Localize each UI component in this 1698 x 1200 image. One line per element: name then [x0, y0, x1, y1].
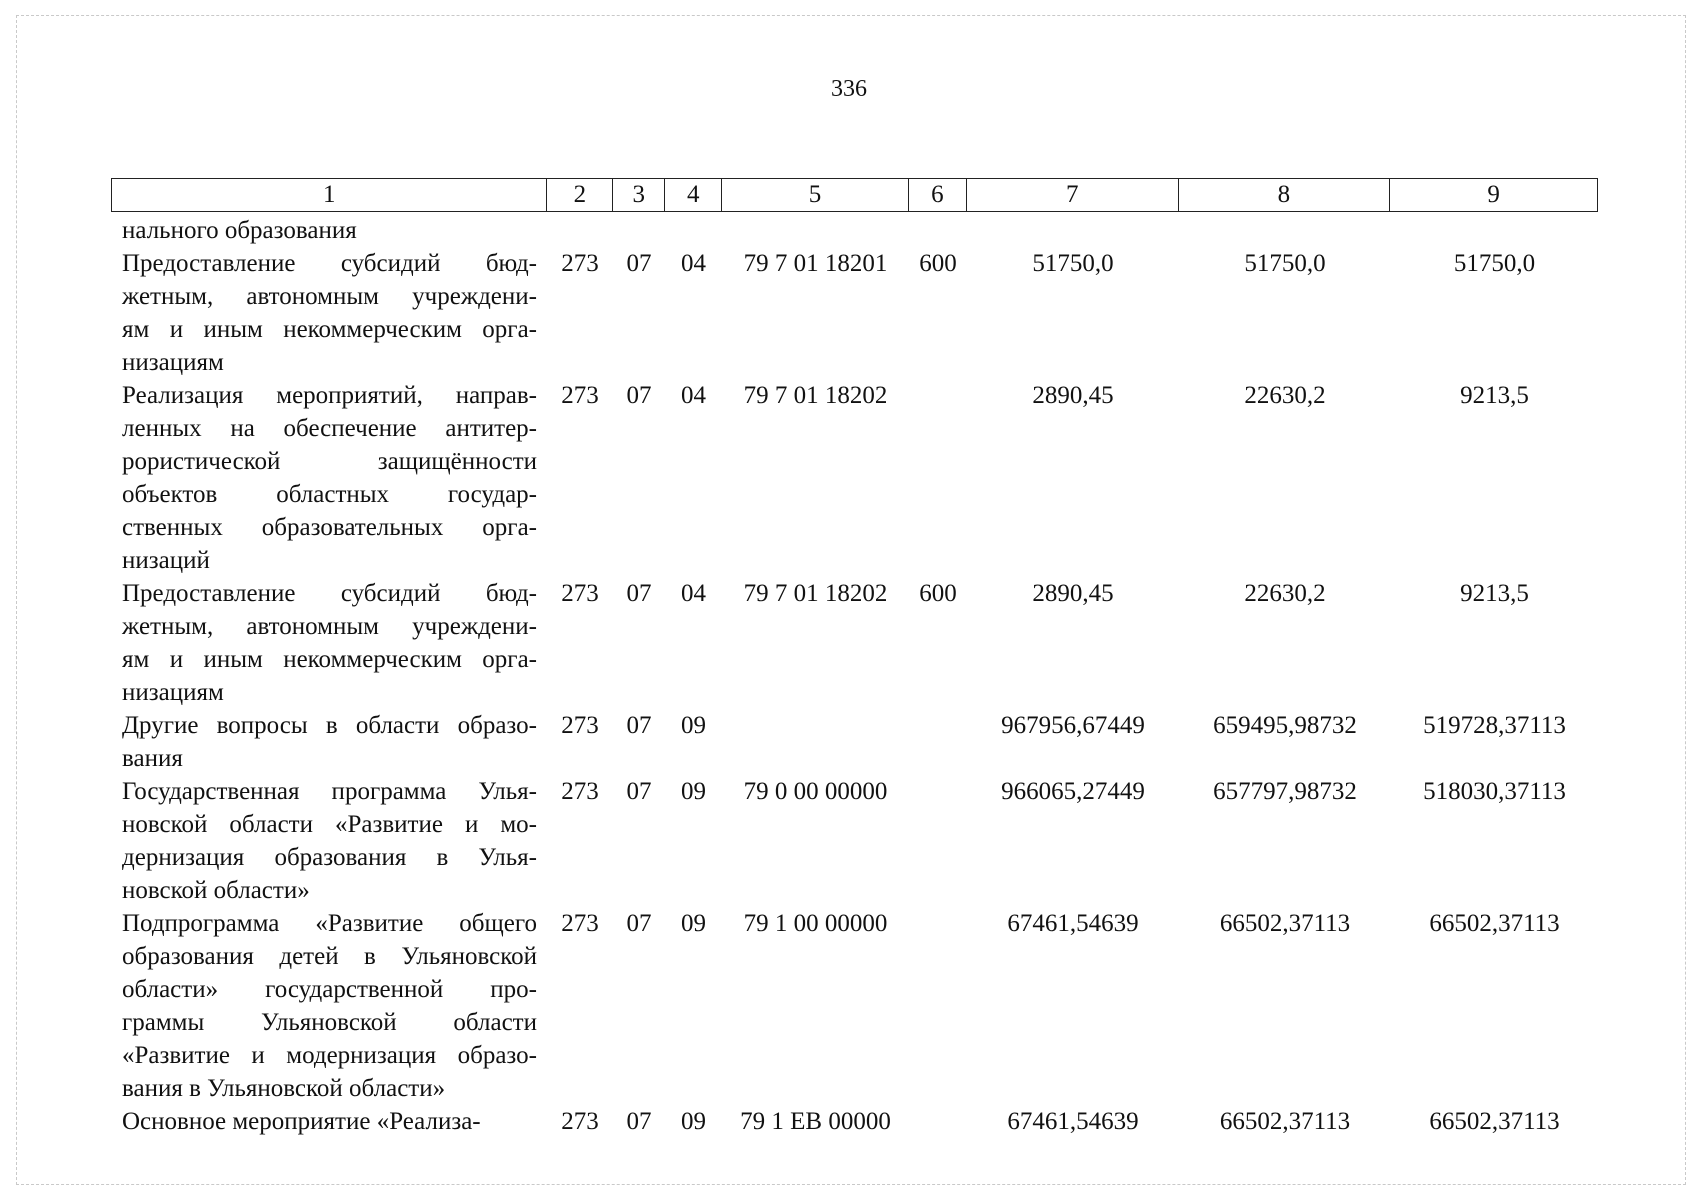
cell-col-3	[613, 214, 665, 247]
description-line: Реализация мероприятий, направ-	[122, 382, 537, 409]
header-col-5: 5	[722, 179, 909, 211]
cell-col-5: 79 1 00 00000	[743, 910, 888, 937]
cell-col-8: 657797,98732	[1213, 778, 1357, 805]
cell-col-4	[665, 214, 722, 247]
description-line: Другие вопросы в области образо-	[122, 712, 537, 739]
cell-col-8: 66502,37113	[1219, 910, 1351, 937]
table-row	[111, 1105, 1598, 1138]
cell-col-7: 2890,45	[1032, 580, 1114, 607]
cell-col-7	[967, 214, 1179, 247]
header-col-6: 6	[909, 179, 967, 211]
cell-col-4: 04	[681, 580, 706, 607]
cell-col-6: 600	[919, 250, 957, 277]
page-number: 336	[831, 76, 867, 102]
table-row	[111, 907, 1598, 1105]
cell-col-2: 273	[561, 580, 599, 607]
cell-col-4: 09	[681, 1108, 706, 1135]
row-description	[111, 709, 547, 775]
description-line: новской области «Развитие и мо-	[122, 811, 537, 838]
cell-col-8: 51750,0	[1244, 250, 1326, 277]
table-row	[111, 709, 1598, 775]
cell-col-2: 273	[561, 1108, 599, 1135]
cell-col-5	[722, 214, 909, 247]
cell-col-3: 07	[626, 778, 652, 805]
description-line: новской области»	[122, 877, 310, 904]
table-row	[111, 379, 1598, 577]
cell-col-5: 79 7 01 18201	[743, 250, 888, 277]
row-description	[111, 1105, 547, 1138]
description-line: «Развитие и модернизация образо-	[122, 1042, 537, 1069]
row-description	[111, 379, 547, 577]
cell-col-2: 273	[561, 250, 599, 277]
cell-col-3: 07	[626, 910, 652, 937]
cell-col-7: 51750,0	[1032, 250, 1114, 277]
cell-col-6	[909, 709, 967, 775]
description-line: области» государственной про-	[122, 976, 537, 1003]
description-line: жетным, автономным учреждени-	[122, 283, 537, 310]
table-row	[111, 247, 1598, 379]
cell-col-4: 04	[681, 250, 706, 277]
cell-col-7: 967956,67449	[1001, 712, 1145, 739]
cell-col-6	[909, 1105, 967, 1138]
row-description	[111, 775, 547, 907]
description-line: низациям	[122, 679, 224, 706]
description-line: Основное мероприятие «Реализа-	[122, 1108, 481, 1135]
cell-col-3: 07	[626, 382, 652, 409]
cell-col-3: 07	[626, 1108, 652, 1135]
header-col-4: 4	[665, 179, 722, 211]
cell-col-6	[909, 379, 967, 577]
description-line: низациям	[122, 349, 224, 376]
row-description	[111, 577, 547, 709]
cell-col-8: 22630,2	[1244, 580, 1326, 607]
header-col-1: 1	[112, 179, 547, 211]
description-line: вания	[122, 745, 183, 772]
cell-col-2	[547, 214, 613, 247]
header-col-7: 7	[967, 179, 1179, 211]
description-line: Подпрограмма «Развитие общего	[122, 910, 537, 937]
table-header	[111, 178, 1598, 212]
header-col-2: 2	[547, 179, 613, 211]
description-line: жетным, автономным учреждени-	[122, 613, 537, 640]
cell-col-3: 07	[626, 580, 652, 607]
description-line: ям и иным некоммерческим орга-	[122, 316, 537, 343]
cell-col-3: 07	[626, 250, 652, 277]
description-line: Предоставление субсидий бюд-	[122, 580, 537, 607]
cell-col-9: 9213,5	[1460, 382, 1529, 409]
description-line: ленных на обеспечение антитер-	[122, 415, 537, 442]
table-row	[111, 577, 1598, 709]
description-line: ям и иным некоммерческим орга-	[122, 646, 537, 673]
cell-col-9: 66502,37113	[1429, 910, 1560, 937]
cell-col-8	[1179, 214, 1391, 247]
cell-col-4: 04	[681, 382, 706, 409]
description-line: Государственная программа Улья-	[122, 778, 537, 805]
description-line: рористической защищённости	[122, 448, 537, 475]
cell-col-6	[909, 907, 967, 1105]
description-line: образования детей в Ульяновской	[122, 943, 537, 970]
cell-col-6	[909, 775, 967, 907]
header-col-8: 8	[1179, 179, 1391, 211]
description-line: граммы Ульяновской области	[122, 1009, 537, 1036]
cell-col-5: 79 0 00 00000	[743, 778, 888, 805]
cell-col-7: 2890,45	[1032, 382, 1114, 409]
description-line: Предоставление субсидий бюд-	[122, 250, 537, 277]
header-col-3: 3	[613, 179, 665, 211]
row-description	[111, 247, 547, 379]
row-description	[111, 214, 547, 247]
cell-col-4: 09	[681, 910, 706, 937]
cell-col-4: 09	[681, 778, 706, 805]
cell-col-2: 273	[561, 910, 599, 937]
cell-col-8: 66502,37113	[1219, 1108, 1351, 1135]
header-col-9: 9	[1487, 181, 1500, 208]
cell-col-7: 67461,54639	[1007, 910, 1139, 937]
description-line: вания в Ульяновской области»	[122, 1075, 446, 1102]
cell-col-9: 519728,37113	[1423, 712, 1566, 739]
description-line: объектов областных государ-	[122, 481, 537, 508]
description-line: дернизация образования в Улья-	[122, 844, 537, 871]
cell-col-5: 79 1 ЕВ 00000	[740, 1108, 891, 1135]
description-line: низаций	[122, 547, 210, 574]
cell-col-9: 51750,0	[1453, 250, 1536, 277]
cell-col-7: 67461,54639	[1007, 1108, 1139, 1135]
cell-col-2: 273	[561, 382, 599, 409]
cell-col-5: 79 7 01 18202	[743, 382, 888, 409]
table-row	[111, 214, 1598, 247]
row-description	[111, 907, 547, 1105]
cell-col-5	[722, 709, 909, 775]
cell-col-9: 9213,5	[1460, 580, 1529, 607]
cell-col-8: 659495,98732	[1213, 712, 1357, 739]
table-row	[111, 775, 1598, 907]
cell-col-6	[909, 214, 967, 247]
cell-col-9	[1391, 214, 1598, 247]
cell-col-6: 600	[919, 580, 957, 607]
cell-col-2: 273	[561, 778, 599, 805]
description-line: нального образования	[122, 217, 357, 244]
cell-col-8: 22630,2	[1244, 382, 1326, 409]
cell-col-9: 66502,37113	[1429, 1108, 1560, 1135]
table-body	[111, 214, 1598, 1138]
cell-col-9: 518030,37113	[1423, 778, 1566, 805]
cell-col-3: 07	[626, 712, 652, 739]
cell-col-2: 273	[561, 712, 599, 739]
cell-col-4: 09	[681, 712, 706, 739]
cell-col-7: 966065,27449	[1001, 778, 1145, 805]
description-line: ственных образовательных орга-	[122, 514, 537, 541]
cell-col-5: 79 7 01 18202	[743, 580, 888, 607]
